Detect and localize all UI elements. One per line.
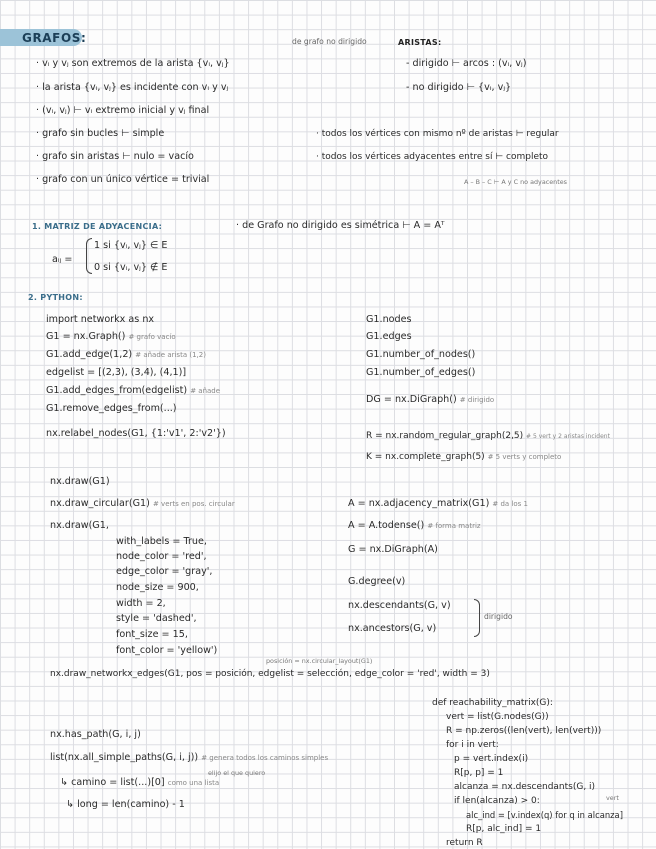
symmetric-note: · de Grafo no dirigido es simétrica ⊢ A = Aᵀ (236, 220, 445, 231)
code-line: nx.draw_circular(G1) # verts en pos. circular (50, 498, 235, 509)
definition-item: · (vᵢ, vⱼ) ⊢ vᵢ extremo inicial y vⱼ final (36, 105, 210, 116)
code-line: font_color = 'yellow') (116, 645, 218, 656)
code-line: K = nx.complete_graph(5) # 5 verts y completo (366, 452, 562, 462)
code-line: ↳ camino = list(...)[0] como una lista (60, 777, 220, 788)
code-line: G1.number_of_edges() (366, 367, 476, 378)
code-line: font_size = 15, (116, 629, 188, 640)
section2-heading: 2. PYTHON: (28, 293, 83, 302)
page-title: GRAFOS: (22, 31, 87, 45)
code-line: if len(alcanza) > 0: (454, 796, 540, 806)
definition-item: · todos los vértices adyacentes entre sí ⊢ completo (316, 152, 549, 162)
code-line: R[p, p] = 1 (454, 768, 504, 778)
code-line: edgelist = [(2,3), (3,4), (4,1)] (46, 367, 187, 378)
vert-note: vert (606, 794, 619, 802)
definition-item: · la arista {vᵢ, vⱼ} es incidente con vᵢ y vⱼ (36, 82, 229, 93)
definition-item: · grafo sin bucles ⊢ simple (36, 128, 165, 139)
case-zero: 0 si {vᵢ, vⱼ} ∉ E (94, 262, 168, 273)
code-line: node_color = 'red', (116, 551, 207, 562)
code-line: edge_color = 'gray', (116, 566, 213, 577)
code-line: return R (446, 838, 483, 848)
code-line: width = 2, (116, 598, 166, 609)
note-grafo-no-dirigido: de grafo no dirigido (292, 37, 367, 46)
aristas-heading: ARISTAS: (398, 38, 442, 47)
code-line: import networkx as nx (46, 314, 155, 325)
code-comment: # genera todos los caminos simples (201, 754, 329, 762)
code-line: nx.relabel_nodes(G1, {1:'v1', 2:'v2'}) (46, 428, 226, 439)
code-line: G1.add_edge(1,2) # añade arista (1,2) (46, 349, 206, 360)
code-line: G.degree(v) (348, 576, 406, 587)
code-line: G1.add_edges_from(edgelist) # añade (46, 385, 221, 396)
code-line: for i in vert: (446, 740, 499, 750)
code-line: G1.edges (366, 331, 412, 342)
definition-item: · grafo con un único vértice = trivial (36, 174, 210, 185)
code-line: def reachability_matrix(G): (432, 698, 553, 708)
draw-edges-line: nx.draw_networkx_edges(G1, pos = posición, edgelist = selección, edge_color = 'red', width = 3) (50, 669, 490, 679)
code-line: alc_ind = [v.index(q) for q in alcanza] (466, 810, 623, 820)
code-line: G1.remove_edges_from(...) (46, 403, 177, 414)
code-comment: # añade arista (1,2) (135, 351, 206, 359)
code-line: G = nx.DiGraph(A) (348, 544, 438, 555)
code-comment: # dirigido (459, 396, 495, 404)
dirigido-label: dirigido (484, 612, 513, 621)
code-line: nx.has_path(G, i, j) (50, 729, 141, 740)
code-line: ↳ long = len(camino) - 1 (66, 799, 185, 810)
code-line: A = nx.adjacency_matrix(G1) # da los 1 (348, 498, 528, 509)
code-comment: # 5 vert y 2 aristas incident (526, 433, 610, 440)
code-line: with_labels = True, (116, 536, 207, 547)
code-comment: # da los 1 (492, 500, 528, 508)
code-line: nx.ancestors(G, v) (348, 623, 437, 634)
posicion-note: posición = nx.circular_layout(G1) (266, 657, 373, 665)
definition-item: · grafo sin aristas ⊢ nulo = vacío (36, 151, 194, 162)
definition-item: - dirigido ⊢ arcos : (vᵢ, vⱼ) (406, 58, 527, 69)
code-line: DG = nx.DiGraph() # dirigido (366, 394, 495, 405)
code-comment: # 5 verts y completo (487, 453, 562, 461)
code-comment: # verts en pos. circular (152, 500, 235, 508)
code-line: nx.draw(G1, (50, 520, 109, 531)
section1-heading: 1. MATRIZ DE ADYACENCIA: (32, 222, 163, 231)
code-comment: como una lista (167, 779, 220, 787)
definition-item: · todos los vértices con mismo nº de aristas ⊢ regular (316, 129, 559, 139)
code-comment: # forma matriz (427, 522, 481, 530)
code-line: alcanza = nx.descendants(G, i) (454, 782, 596, 792)
dirigido-brace (474, 599, 480, 637)
cases-brace (86, 238, 92, 274)
code-line: A = A.todense() # forma matriz (348, 520, 481, 531)
code-line: node_size = 900, (116, 582, 199, 593)
code-comment: # grafo vacío (128, 333, 176, 341)
code-line: R = nx.random_regular_graph(2,5) # 5 vert y 2 aristas incident (366, 431, 610, 441)
code-line: R = np.zeros((len(vert), len(vert))) (446, 726, 602, 736)
code-line: R[p, alc_ind] = 1 (466, 824, 542, 834)
definition-item: · vᵢ y vⱼ son extremos de la arista {vᵢ, vⱼ} (36, 58, 230, 69)
definition-item: A – B – C ⊢ A y C no adyacentes (464, 178, 567, 186)
code-line: vert = list(G.nodes(G)) (446, 712, 549, 722)
code-line: nx.descendants(G, v) (348, 600, 451, 611)
code-line: G1 = nx.Graph() # grafo vacío (46, 331, 176, 342)
aij-label: aᵢⱼ = (52, 254, 73, 265)
code-line: nx.draw(G1) (50, 476, 110, 487)
elijo-note: elijo el que quiero (208, 769, 266, 777)
code-line: p = vert.index(i) (454, 754, 529, 764)
code-comment: # añade (190, 387, 221, 395)
code-line: style = 'dashed', (116, 613, 197, 624)
definition-item: - no dirigido ⊢ {vᵢ, vⱼ} (406, 82, 512, 93)
code-line: list(nx.all_simple_paths(G, i, j)) # genera todos los caminos simples (50, 752, 329, 763)
case-one: 1 si {vᵢ, vⱼ} ∈ E (94, 240, 168, 251)
code-line: G1.nodes (366, 314, 412, 325)
code-line: G1.number_of_nodes() (366, 349, 476, 360)
